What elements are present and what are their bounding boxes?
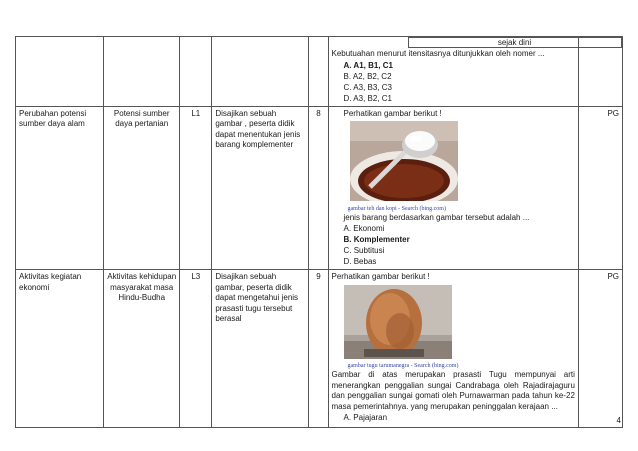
option-b: B. A2, B2, C2 (343, 71, 392, 81)
question-text: Gambar di atas merupakan prasasti Tugu mempunyai arti menerangkan penggalian sungai Candrabaga oleh Rajadirajaguru dan penggalian sungai gomati oleh Purnawarman pada tahun ke-22 masa pemerintahnya. yang merupakan peninggalan kerajaan ... (331, 370, 575, 411)
cell-bentuk: PG (578, 106, 622, 270)
option-a: A. A1, B1, C1 (343, 60, 393, 70)
cell-level: L1 (180, 106, 212, 270)
cell-nomor: 8 (309, 106, 328, 270)
prompt-text: Perhatikan gambar berikut ! (331, 272, 430, 281)
question-text: Kebutuahan menurut itensitasnya ditunjukkan oleh nomer ... (331, 49, 545, 58)
answer-box: sejak dini (408, 37, 622, 48)
table-row (16, 270, 623, 428)
cell-indikator: Disajikan sebuah gambar , peserta didik dapat menentukan jenis barang komplementer (212, 106, 309, 270)
cell-nomor (309, 37, 328, 107)
option-b: B. Komplementer (343, 235, 410, 244)
cell-nomor: 9 (309, 270, 328, 428)
question-grid-table (15, 36, 623, 428)
tugu-stone-illustration (344, 285, 452, 359)
cell-materi (104, 37, 180, 107)
cell-indikator (212, 37, 309, 107)
question-text: jenis barang berdasarkan gambar tersebut adalah ... (343, 212, 530, 222)
option-d: D. Bebas (343, 257, 377, 266)
option-a: A. Pajajaran (343, 413, 388, 422)
image-caption-link[interactable]: gambar teh dan kopi - Search (bing.com) (347, 205, 446, 212)
cell-soal (328, 37, 578, 107)
tea-spoon-illustration (350, 121, 458, 201)
table-row (16, 37, 623, 107)
cell-indikator: Disajikan sebuah gambar, peserta didik dapat mengetahui jenis prasasti tugu tersebut berasal (212, 270, 309, 428)
cell-bentuk: PG (578, 270, 622, 428)
cell-kd: Perubahan potensi sumber daya alam (16, 106, 104, 270)
cell-kd (16, 37, 104, 107)
cell-soal (328, 270, 578, 428)
image-caption-link[interactable]: gambar tugu tarumanegra - Search (bing.com) (347, 363, 459, 369)
cell-materi: Aktivitas kehidupan masyarakat masa Hindu-Budha (104, 270, 180, 428)
option-d: D. A3, B2, C1 (343, 93, 392, 103)
tugu-stone-image (344, 285, 575, 363)
option-c: C. A3, B3, C3 (343, 82, 392, 92)
prompt-text: Perhatikan gambar berikut ! (343, 108, 442, 118)
cell-bentuk (578, 37, 622, 107)
cell-soal (328, 106, 578, 270)
option-c: C. Subtitusi (343, 246, 385, 255)
cell-level: L3 (180, 270, 212, 428)
cell-kd: Aktivitas kegiatan ekonomi (16, 270, 104, 428)
cell-materi: Potensi sumber daya pertanian (104, 106, 180, 270)
page-number: 4 (616, 416, 621, 425)
table-row (16, 106, 623, 270)
option-a: A. Ekonomi (343, 224, 385, 233)
cell-level (180, 37, 212, 107)
tea-spoon-image (350, 121, 575, 205)
